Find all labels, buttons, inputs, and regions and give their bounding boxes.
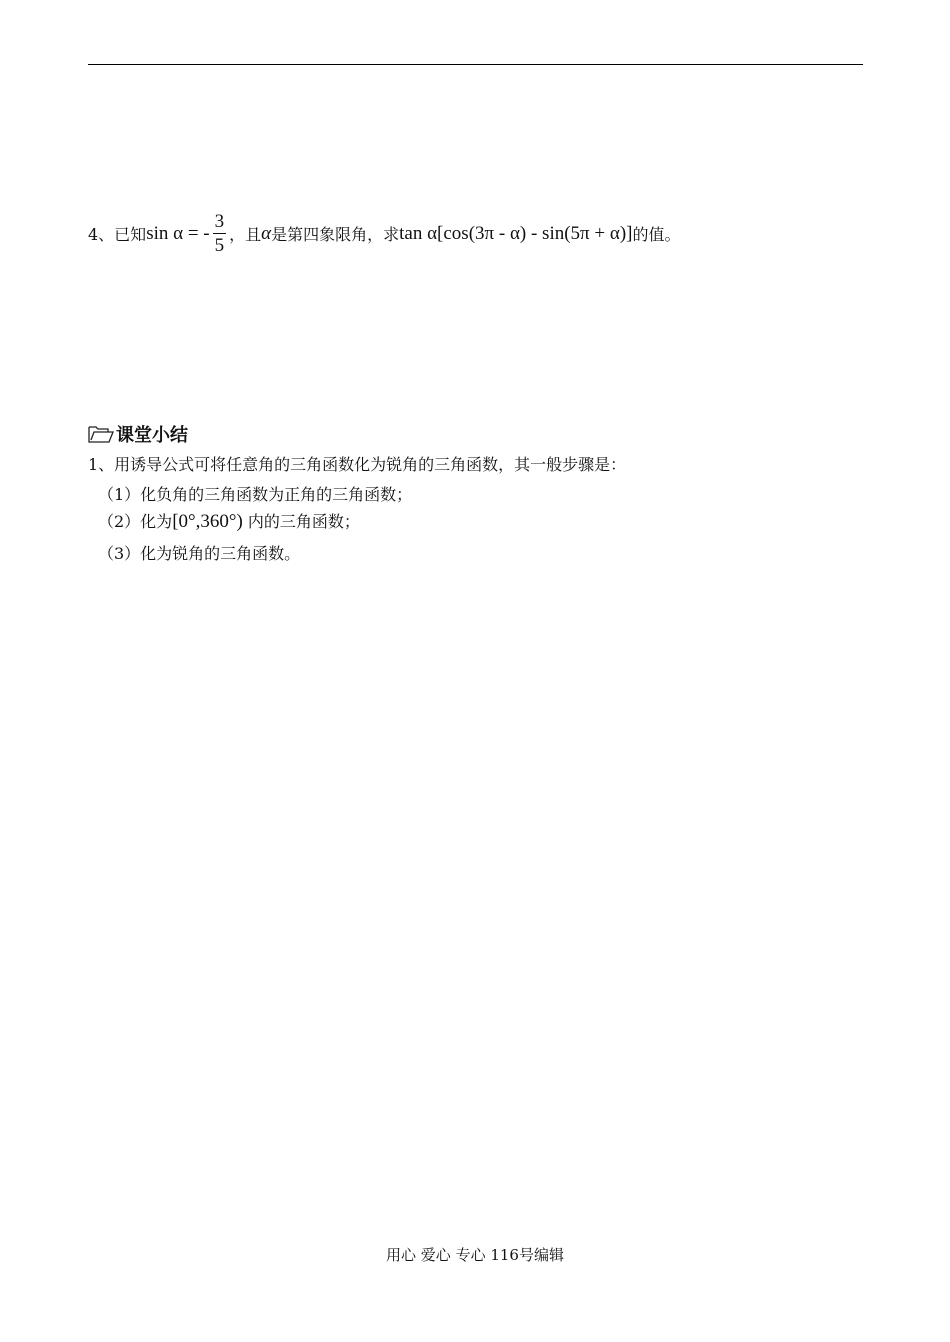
problem-4 <box>88 210 680 257</box>
alpha-symbol: α <box>261 222 272 244</box>
summary-step-2 <box>98 509 360 533</box>
page-footer: 用心 爱心 专心 116号编辑 <box>386 1246 564 1264</box>
problem-4-prefix: 4、已知 <box>88 225 147 244</box>
step-2-prefix: （2）化为 <box>98 512 173 531</box>
fraction <box>213 210 227 257</box>
header-rule <box>88 64 863 65</box>
sin-expression: sin α = - <box>146 222 210 244</box>
tan-expression: tan α[cos(3π - α) - sin(5π + α)] <box>399 222 633 244</box>
section-title-text: 课堂小结 <box>116 425 188 446</box>
problem-4-suffix: 的值。 <box>632 225 681 244</box>
fraction-numerator: 3 <box>214 211 225 232</box>
step-2-interval: [0°,360°) <box>172 511 243 532</box>
summary-step-3: （3）化为锐角的三角函数。 <box>98 544 301 563</box>
step-2-suffix: 内的三角函数； <box>247 512 360 531</box>
summary-step-1: （1）化负角的三角函数为正角的三角函数； <box>98 485 413 504</box>
fraction-denominator: 5 <box>214 235 225 256</box>
summary-item-1: 1、用诱导公式可将任意角的三角函数化为锐角的三角函数，其一般步骤是： <box>88 455 627 474</box>
problem-4-mid1: ，且 <box>229 225 262 244</box>
problem-4-mid2: 是第四象限角，求 <box>271 225 400 244</box>
folder-icon <box>88 424 114 444</box>
section-title <box>88 421 188 447</box>
